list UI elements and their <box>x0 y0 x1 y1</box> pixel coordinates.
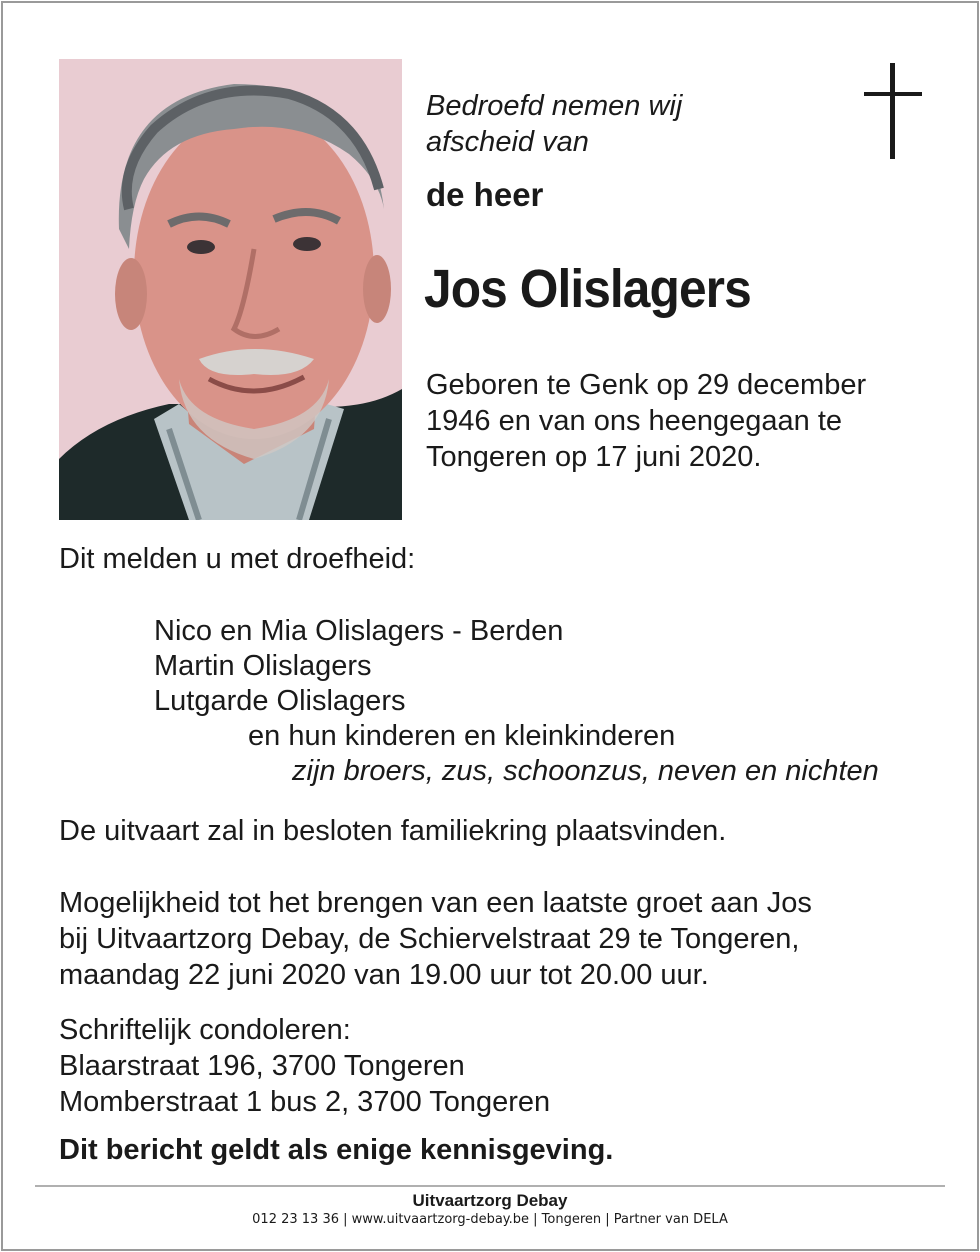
relatives-line: zijn broers, zus, schoonzus, neven en nichten <box>292 755 879 787</box>
footer-divider <box>35 1185 945 1187</box>
honorific: de heer <box>426 176 544 213</box>
deceased-name: Jos Olislagers <box>424 259 751 319</box>
cross-icon <box>864 63 922 159</box>
visitation-text: Mogelijkheid tot het brengen van een laatste groet aan Jos bij Uitvaartzorg Debay, de Schiervelstraat 29 te Tongeren, maandag 22 juni 2020 van 19.00 uur tot 20.00 uur. <box>59 887 812 991</box>
condolence-address: Momberstraat 1 bus 2, 3700 Tongeren <box>59 1086 551 1118</box>
family-member: Lutgarde Olislagers <box>154 685 406 717</box>
family-member: Nico en Mia Olislagers - Berden <box>154 615 564 647</box>
funeral-home-info: 012 23 13 36 | www.uitvaartzorg-debay.be | Tongeren | Partner van DELA <box>252 1212 728 1227</box>
announcement-intro: Dit melden u met droefheid: <box>59 543 416 575</box>
grandchildren-line: en hun kinderen en kleinkinderen <box>248 720 676 752</box>
funeral-text: De uitvaart zal in besloten familiekring plaatsvinden. <box>59 815 727 847</box>
notice-text: Dit bericht geldt als enige kennisgeving. <box>59 1134 614 1166</box>
intro-text: Bedroefd nemen wij afscheid van <box>426 90 683 158</box>
family-member: Martin Olislagers <box>154 650 372 682</box>
condolence-heading: Schriftelijk condoleren: <box>59 1014 351 1046</box>
portrait-photo <box>59 59 402 520</box>
funeral-home-name: Uitvaartzorg Debay <box>412 1191 568 1210</box>
condolence-address: Blaarstraat 196, 3700 Tongeren <box>59 1050 465 1082</box>
condolence-addresses <box>59 1012 550 1120</box>
birth-death-text: Geboren te Genk op 29 december 1946 en van ons heengegaan te Tongeren op 17 juni 2020. <box>426 369 867 473</box>
family-list <box>154 614 563 719</box>
